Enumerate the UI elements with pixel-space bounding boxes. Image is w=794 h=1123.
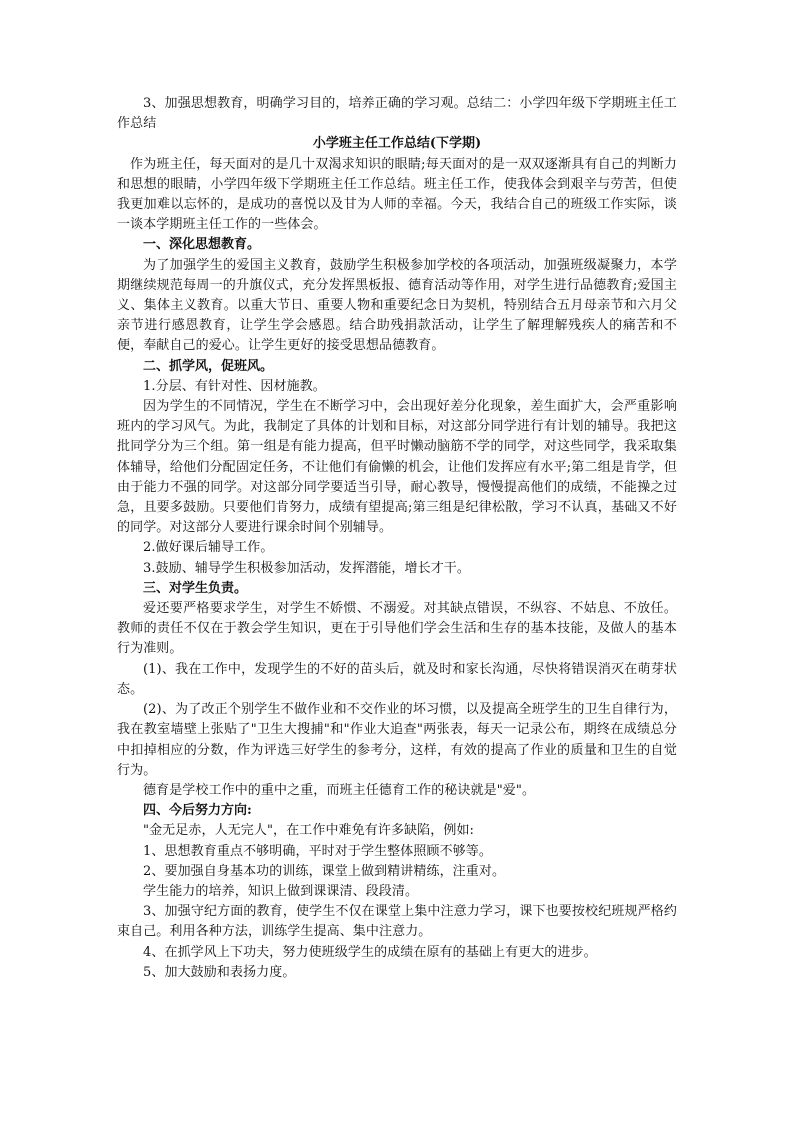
section1-heading: 一、深化思想教育。 [143, 237, 261, 253]
intro-line: 3、加强思想教育，明确学习目的，培养正确的学习观。总结二：小学四年级下学期班主任工作总结 [117, 96, 677, 132]
section3-paragraph-2: (1)、我在工作中，发现学生的不好的苗头后，就及时和家长沟通，尽快将错误消灭在萌芽状态。 [117, 661, 677, 697]
document-title: 小学班主任工作总结(下学期) [312, 136, 482, 152]
section1-paragraph: 为了加强学生的爱国主义教育，鼓励学生积极参加学校的各项活动，加强班级凝聚力，本学期继续规范每周一的升旗仪式，充分发挥黑板报、德育活动等作用，对学生进行品德教育;爱国主义、集体主义教育。以重大节日、重要人物和重要纪念日为契机，特别结合五月母亲节和六月父亲节进行感恩教育，让学生学会感恩。结合助残捐款活动，让学生了解理解残疾人的痛苦和不便，奉献自己的爱心。让学生更好的接受思想品德教育。 [117, 257, 677, 354]
section3-paragraph-1: 爱还要严格要求学生，对学生不娇惯、不溺爱。对其缺点错误，不纵容、不姑息、不放任。教师的责任不仅在于教会学生知识，更在于引导他们学会生活和生存的基本技能，及做人的基本行为准则。 [117, 601, 677, 657]
section2-paragraph: 因为学生的不同情况，学生在不断学习中，会出现好差分化现象，差生面扩大，会严重影响班内的学习风气。为此，我制定了具体的计划和目标，对这部分同学进行有计划的辅导。我把这批同学分为三个组。第一组是有能力提高，但平时懒动脑筋不学的同学，对这些同学，我采取集体辅导，给他们分配固定任务，不让他们有偷懒的机会，让他们发挥应有水平;第二组是肯学，但由于能力不强的同学。对这部分同学要适当引导，耐心教导，慢慢提高他们的成绩，不能操之过急，且要多鼓励。只要他们肯努力，成绩有望提高;第三组是纪律松散，学习不认真，基础又不好的同学。对这部分人要进行课余时间个别辅导。 [117, 399, 677, 536]
section3-paragraph-3: (2)、为了改正个别学生不做作业和不交作业的坏习惯，以及提高全班学生的卫生自律行为，我在教室墙壁上张贴了"卫生大搜捕"和"作业大追查"两张表，每天一记录公布，期终在成绩总分中扣掉相应的分数，作为评选三好学生的参考分，这样，有效的提高了作业的质量和卫生的自觉行为。 [117, 702, 677, 778]
section4-item-2: 2、要加强自身基本功的训练，课堂上做到精讲精练，注重对。 [143, 863, 506, 879]
section3-paragraph-4: 德育是学校工作中的重中之重，而班主任德育工作的秘诀就是"爱"。 [143, 782, 536, 798]
section3-heading: 三、对学生负责。 [143, 580, 248, 596]
section4-item-2-continued: 学生能力的培养，知识上做到课课清、段段清。 [143, 883, 419, 899]
opening-paragraph: 作为班主任，每天面对的是几十双渴求知识的眼睛;每天面对的是一双双逐渐具有自己的判断力和思想的眼睛，小学四年级下学期班主任工作总结。班主任工作，使我体会到艰辛与劳苦，但使我更加难以忘怀的，是成功的喜悦以及甘为人师的幸福。今天，我结合自己的班级工作实际，谈一谈本学期班主任工作的一些体会。 [117, 156, 677, 233]
section4-heading: 四、今后努力方向: [143, 803, 252, 819]
section4-item-3: 3、加强守纪方面的教育，使学生不仅在课堂上集中注意力学习，课下也要按校纪班规严格约束自己。利用各种方法，训练学生提高、集中注意力。 [117, 904, 677, 940]
section4-item-4: 4、在抓学风上下功夫，努力使班级学生的成绩在原有的基础上有更大的进步。 [143, 944, 597, 960]
section4-item-1: 1、思想教育重点不够明确，平时对于学生整体照顾不够等。 [143, 843, 492, 859]
section4-paragraph: "金无足赤，人无完人"，在工作中难免有许多缺陷，例如: [143, 823, 475, 839]
document-page [117, 94, 677, 983]
section2-heading: 二、抓学风，促班风。 [143, 358, 274, 374]
section2-item-3: 3.鼓励、辅导学生积极参加活动，发挥潜能，增长才干。 [143, 560, 471, 576]
section2-item-1: 1.分层、有针对性、因材施教。 [143, 378, 326, 394]
section4-item-5: 5、加大鼓励和表扬力度。 [143, 964, 296, 980]
section2-item-2: 2.做好课后辅导工作。 [143, 540, 274, 556]
